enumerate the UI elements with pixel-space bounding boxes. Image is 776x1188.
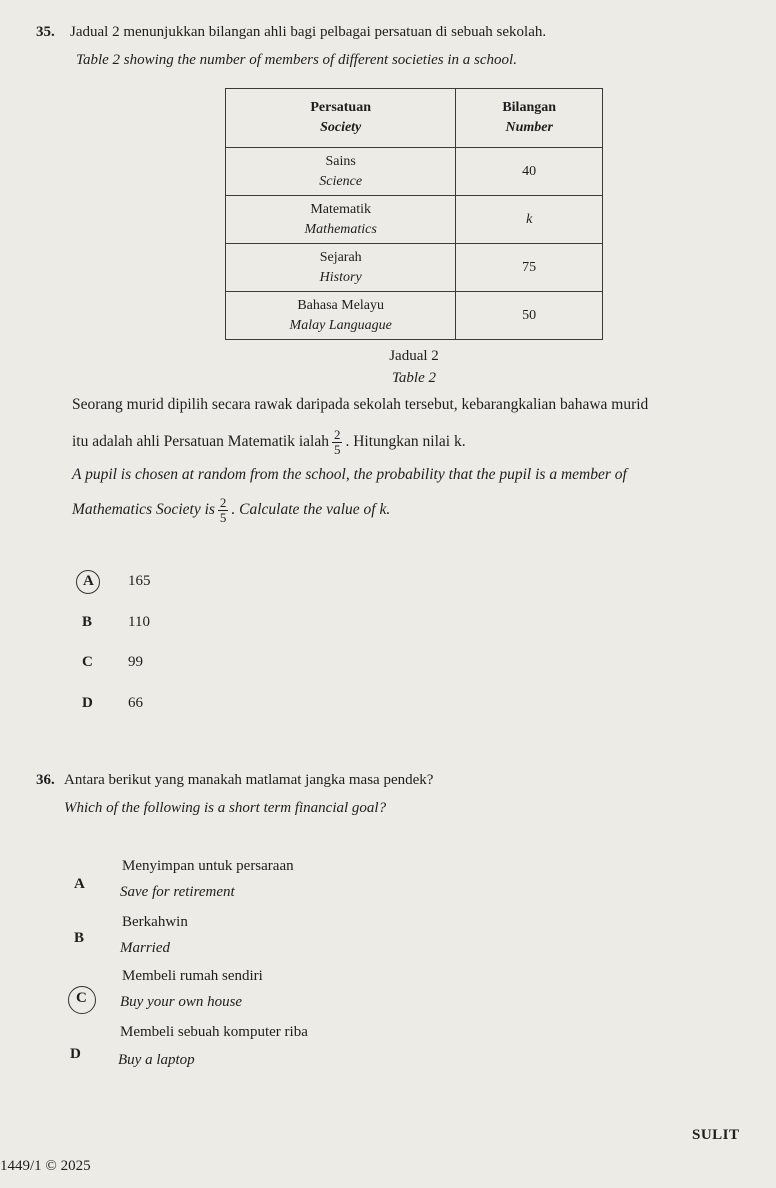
fraction	[332, 428, 343, 457]
option-a-letter[interactable]: A	[83, 573, 94, 589]
society-english: History	[319, 269, 362, 285]
footer-paper-code: 1449/1 © 2025	[0, 1158, 91, 1174]
society-malay: Sains	[325, 153, 356, 169]
option-d-letter[interactable]: D	[82, 695, 93, 711]
q36-option-b-letter[interactable]: B	[74, 930, 85, 946]
fraction-denominator: 5	[333, 442, 341, 457]
question-36-text-malay: Antara berikut yang manakah matlamat jangka masa pendek?	[64, 772, 434, 788]
q36-option-d-letter[interactable]: D	[70, 1046, 81, 1062]
header-number	[456, 89, 603, 148]
table-header-row	[226, 89, 603, 148]
paragraph-malay-line-1: Seorang murid dipilih secara rawak daripada sekolah tersebut, kebarangkalian bahawa murid	[72, 396, 649, 413]
society-english: Malay Languague	[289, 317, 392, 333]
table-caption-malay: Jadual 2	[389, 348, 439, 364]
q36-option-d-malay[interactable]: Membeli sebuah komputer riba	[120, 1024, 308, 1040]
option-d-value[interactable]: 66	[128, 695, 143, 711]
question-36-number: 36.	[36, 772, 55, 788]
society-english: Science	[319, 173, 363, 189]
header-society	[226, 89, 456, 148]
society-count: 75	[456, 244, 603, 292]
question-35-text-english: Table 2 showing the number of members of different societies in a school.	[76, 52, 517, 68]
society-english: Mathematics	[304, 221, 377, 237]
q36-option-a-malay[interactable]: Menyimpan untuk persaraan	[122, 858, 294, 874]
fraction-denominator: 5	[219, 510, 227, 525]
q36-option-b-english[interactable]: Married	[120, 940, 170, 956]
table-caption-english: Table 2	[391, 370, 437, 386]
society-count: 50	[456, 292, 603, 340]
table-row	[226, 244, 603, 292]
header-society-malay: Persatuan	[310, 100, 372, 115]
paragraph-english-line-1: A pupil is chosen at random from the school, the probability that the pupil is a member of	[72, 466, 627, 483]
table-row	[226, 196, 603, 244]
option-b-letter[interactable]: B	[82, 614, 93, 630]
table-row	[226, 148, 603, 196]
q36-option-c-letter[interactable]: C	[76, 990, 87, 1006]
society-count: 40	[456, 148, 603, 196]
paragraph-english-line-2	[72, 496, 390, 525]
paragraph-malay-text-end: . Hitungkan nilai k.	[345, 433, 466, 451]
paragraph-malay-line-2	[72, 428, 466, 457]
q36-option-d-english[interactable]: Buy a laptop	[118, 1052, 195, 1068]
fraction-numerator: 2	[219, 495, 227, 510]
option-b-value[interactable]: 110	[128, 614, 150, 630]
q36-option-a-english[interactable]: Save for retirement	[120, 884, 235, 900]
header-society-english: Society	[320, 120, 362, 135]
q36-option-c-english[interactable]: Buy your own house	[120, 994, 243, 1010]
option-c-letter[interactable]: C	[82, 654, 93, 670]
paragraph-english-text-end: . Calculate the value of k.	[231, 501, 391, 519]
society-count: k	[456, 196, 603, 244]
q36-option-b-malay[interactable]: Berkahwin	[122, 914, 188, 930]
fraction-numerator: 2	[333, 427, 341, 442]
question-35-number: 35.	[36, 24, 55, 40]
paragraph-malay-text: itu adalah ahli Persatuan Matematik ialah	[72, 433, 329, 451]
option-a-value[interactable]: 165	[128, 573, 151, 589]
question-36-text-english: Which of the following is a short term financial goal?	[64, 800, 387, 816]
society-table	[225, 88, 603, 340]
table-row	[226, 292, 603, 340]
q36-option-a-letter[interactable]: A	[74, 876, 85, 892]
header-number-english: Number	[505, 120, 553, 135]
option-c-value[interactable]: 99	[128, 654, 143, 670]
society-malay: Sejarah	[319, 249, 362, 265]
footer-classification: SULIT	[692, 1127, 740, 1143]
header-number-malay: Bilangan	[502, 100, 557, 115]
fraction	[218, 496, 229, 525]
paragraph-english-text: Mathematics Society is	[72, 501, 215, 519]
society-malay: Bahasa Melayu	[297, 297, 385, 313]
question-35-text-malay: Jadual 2 menunjukkan bilangan ahli bagi pelbagai persatuan di sebuah sekolah.	[70, 24, 547, 40]
q36-option-c-malay[interactable]: Membeli rumah sendiri	[122, 968, 263, 984]
society-malay: Matematik	[310, 201, 371, 217]
